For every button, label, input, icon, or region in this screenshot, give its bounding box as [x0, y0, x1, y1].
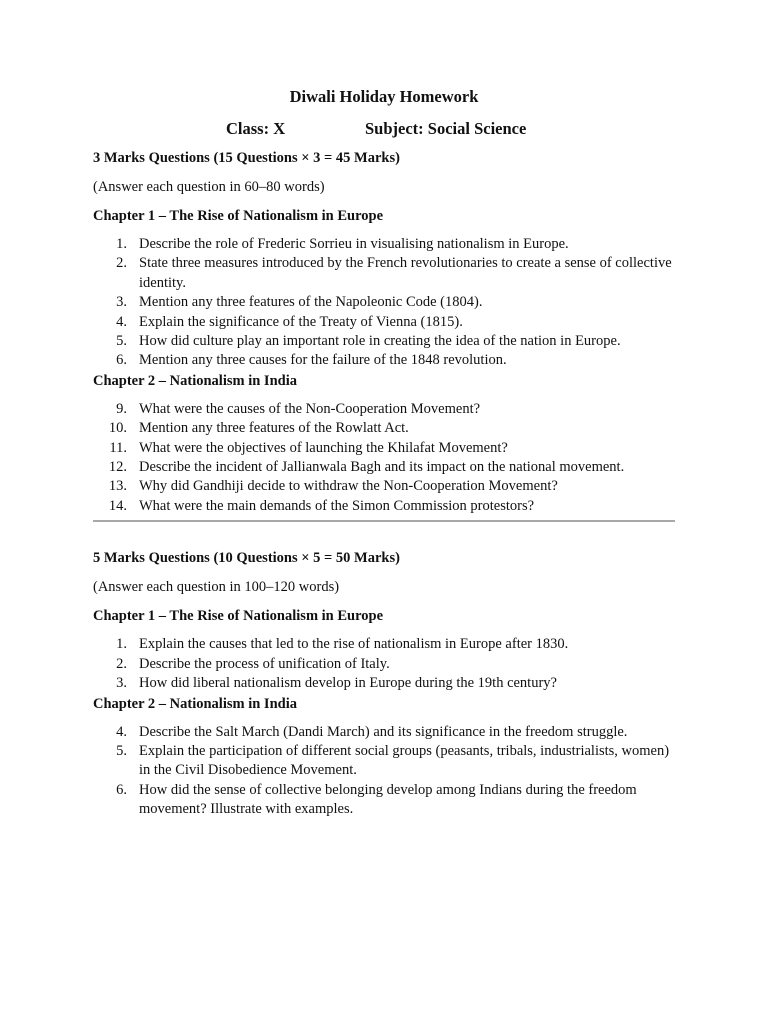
- question-item: [93, 655, 675, 674]
- word-limit-note: (Answer each question in 100–120 words): [93, 579, 340, 596]
- question-item: [93, 723, 675, 742]
- question-item: [93, 674, 675, 693]
- question-item: [93, 477, 675, 496]
- question-number: 6.: [116, 352, 127, 369]
- question-number: 5.: [116, 333, 127, 350]
- question-text: What were the main demands of the Simon Commission protestors?: [139, 497, 535, 514]
- question-text: Why did Gandhiji decide to withdraw the Non-Cooperation Movement?: [139, 478, 558, 495]
- chapter-heading: Chapter 1 – The Rise of Nationalism in Europe: [93, 608, 384, 625]
- question-item: [93, 635, 675, 654]
- chapter-heading: Chapter 1 – The Rise of Nationalism in Europe: [93, 208, 384, 224]
- question-item: [93, 742, 675, 781]
- question-number: 3.: [116, 675, 127, 692]
- question-item: [93, 332, 675, 351]
- question-text: How did the sense of collective belonging develop among Indians during the freedom movement? Illustrate with examples.: [139, 781, 637, 818]
- question-text: Describe the process of unification of Italy.: [139, 655, 390, 672]
- subject-label: Subject: Social Science: [365, 119, 527, 138]
- question-item: [93, 235, 675, 254]
- question-text: How did liberal nationalism develop in Europe during the 19th century?: [139, 675, 557, 692]
- document-page: [93, 86, 675, 820]
- question-text: Explain the participation of different social groups (peasants, tribals, industrialists, women) in the Civil Disobedience Movement.: [139, 742, 670, 779]
- question-number: 2.: [116, 255, 127, 272]
- question-item: [93, 351, 675, 370]
- question-text: Mention any three features of the Rowlatt Act.: [139, 420, 409, 437]
- question-text: What were the causes of the Non-Cooperation Movement?: [139, 400, 481, 417]
- question-number: 9.: [116, 400, 127, 417]
- question-number: 3.: [116, 294, 127, 311]
- question-number: 5.: [116, 742, 127, 759]
- question-number: 14.: [108, 497, 127, 514]
- question-item: [93, 497, 675, 516]
- question-list: [93, 723, 675, 820]
- question-number: 1.: [116, 236, 127, 252]
- question-text: Describe the incident of Jallianwala Bagh and its impact on the national movement.: [139, 459, 625, 476]
- question-list: [93, 635, 675, 693]
- word-limit-note: (Answer each question in 60–80 words): [93, 179, 325, 195]
- question-item: [93, 293, 675, 312]
- question-item: [93, 781, 675, 820]
- chapter-heading: Chapter 2 – Nationalism in India: [93, 695, 297, 712]
- question-number: 4.: [116, 313, 127, 330]
- question-number: 12.: [108, 459, 127, 476]
- question-number: 10.: [108, 420, 127, 437]
- section-heading: 5 Marks Questions (10 Questions × 5 = 50 Marks): [93, 550, 400, 567]
- section-3-marks: [93, 148, 675, 516]
- question-number: 4.: [116, 723, 127, 740]
- question-list: [93, 400, 675, 516]
- question-number: 2.: [116, 655, 127, 672]
- question-text: Mention any three causes for the failure of the 1848 revolution.: [139, 352, 507, 369]
- question-item: [93, 254, 675, 293]
- section-5-marks: [93, 548, 675, 819]
- question-item: [93, 400, 675, 419]
- class-label: Class: X: [226, 119, 286, 138]
- question-text: How did culture play an important role in creating the idea of the nation in Europe.: [139, 333, 621, 350]
- question-text: Explain the significance of the Treaty of Vienna (1815).: [139, 313, 463, 330]
- class-subject-line: [93, 118, 675, 140]
- question-number: 1.: [116, 636, 127, 653]
- question-item: [93, 458, 675, 477]
- question-list: [93, 235, 675, 371]
- question-number: 6.: [116, 781, 127, 798]
- question-item: [93, 313, 675, 332]
- question-number: 11.: [109, 439, 127, 456]
- chapter-heading: Chapter 2 – Nationalism in India: [93, 372, 297, 389]
- question-text: Mention any three features of the Napoleonic Code (1804).: [139, 294, 483, 311]
- question-text: Explain the causes that led to the rise of nationalism in Europe after 1830.: [139, 636, 569, 653]
- question-text: What were the objectives of launching the Khilafat Movement?: [139, 439, 508, 456]
- question-text: Describe the Salt March (Dandi March) and its significance in the freedom struggle.: [139, 723, 628, 740]
- section-divider: [93, 520, 675, 522]
- question-item: [93, 419, 675, 438]
- question-item: [93, 439, 675, 458]
- question-text: State three measures introduced by the French revolutionaries to create a sense of collective identity.: [139, 255, 672, 291]
- document-title: Diwali Holiday Homework: [289, 87, 479, 106]
- question-number: 13.: [108, 478, 127, 495]
- section-heading: 3 Marks Questions (15 Questions × 3 = 45 Marks): [93, 150, 400, 166]
- question-text: Describe the role of Frederic Sorrieu in visualising nationalism in Europe.: [139, 236, 569, 252]
